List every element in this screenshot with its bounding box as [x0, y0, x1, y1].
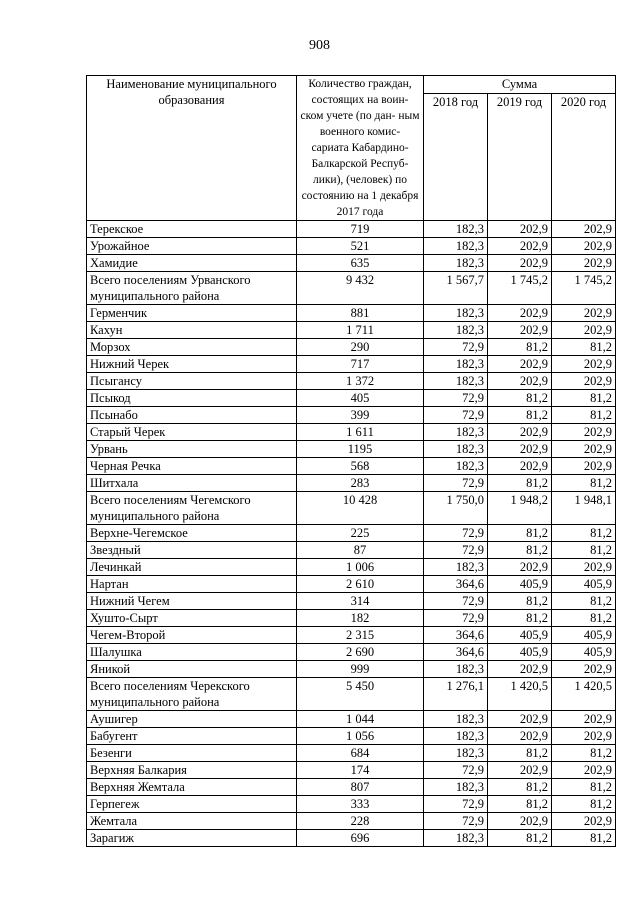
sum-2019-cell: 81,2	[488, 390, 552, 407]
sum-2019-cell: 202,9	[488, 711, 552, 728]
table-row	[87, 458, 616, 475]
sum-2018-cell: 182,3	[424, 356, 488, 373]
table-row	[87, 593, 616, 610]
page-number: 908	[309, 38, 330, 53]
registered-count-cell: 283	[297, 475, 424, 492]
municipality-cell: Верхняя Балкария	[87, 762, 297, 779]
column-header-municipality: Наименование муниципального образования	[87, 76, 297, 221]
sum-2018-cell: 182,3	[424, 559, 488, 576]
sum-2018-cell: 364,6	[424, 627, 488, 644]
sum-2019-cell: 202,9	[488, 728, 552, 745]
municipality-cell: Нартан	[87, 576, 297, 593]
sum-2020-cell: 81,2	[552, 542, 616, 559]
municipality-cell: Верхняя Жемтала	[87, 779, 297, 796]
sum-2020-cell: 81,2	[552, 339, 616, 356]
registered-count-cell: 10 428	[297, 492, 424, 525]
sum-2020-cell: 81,2	[552, 745, 616, 762]
municipality-cell: Чегем-Второй	[87, 627, 297, 644]
municipality-cell: Шитхала	[87, 475, 297, 492]
sum-2020-cell: 202,9	[552, 441, 616, 458]
municipality-cell: Нижний Чегем	[87, 593, 297, 610]
table-row	[87, 441, 616, 458]
registered-count-cell: 521	[297, 238, 424, 255]
municipality-cell: Шалушка	[87, 644, 297, 661]
registered-count-cell: 225	[297, 525, 424, 542]
municipality-cell: Всего поселениям Урванского муниципального района	[87, 272, 297, 305]
municipality-cell: Урвань	[87, 441, 297, 458]
sum-2019-cell: 202,9	[488, 322, 552, 339]
sum-2020-cell: 202,9	[552, 711, 616, 728]
table-body	[87, 221, 616, 847]
sum-2020-cell: 405,9	[552, 576, 616, 593]
column-header-sum: Сумма	[424, 76, 616, 94]
sum-2020-cell: 81,2	[552, 610, 616, 627]
registered-count-cell: 314	[297, 593, 424, 610]
registered-count-cell: 684	[297, 745, 424, 762]
municipality-cell: Псыкод	[87, 390, 297, 407]
sum-2019-cell: 81,2	[488, 542, 552, 559]
sum-2018-cell: 72,9	[424, 390, 488, 407]
registered-count-cell: 1 056	[297, 728, 424, 745]
sum-2018-cell: 364,6	[424, 644, 488, 661]
registered-count-cell: 568	[297, 458, 424, 475]
registered-count-cell: 5 450	[297, 678, 424, 711]
sum-2020-cell: 81,2	[552, 475, 616, 492]
column-header-2020: 2020 год	[552, 93, 616, 220]
municipality-cell: Всего поселениям Черекского муниципального района	[87, 678, 297, 711]
sum-2020-cell: 202,9	[552, 356, 616, 373]
sum-2020-cell: 202,9	[552, 373, 616, 390]
sum-2020-cell: 405,9	[552, 627, 616, 644]
registered-count-cell: 87	[297, 542, 424, 559]
registered-count-cell: 999	[297, 661, 424, 678]
registered-count-cell: 2 690	[297, 644, 424, 661]
sum-2019-cell: 1 948,2	[488, 492, 552, 525]
sum-2019-cell: 81,2	[488, 475, 552, 492]
municipality-cell: Хушто-Сырт	[87, 610, 297, 627]
table-row	[87, 339, 616, 356]
sum-2020-cell: 202,9	[552, 813, 616, 830]
municipality-cell: Морзох	[87, 339, 297, 356]
table-row	[87, 813, 616, 830]
sum-2019-cell: 81,2	[488, 745, 552, 762]
sum-2018-cell: 72,9	[424, 796, 488, 813]
sum-2018-cell: 72,9	[424, 542, 488, 559]
sum-2018-cell: 182,3	[424, 661, 488, 678]
sum-2019-cell: 202,9	[488, 424, 552, 441]
sum-2020-cell: 202,9	[552, 424, 616, 441]
municipality-cell: Нижний Черек	[87, 356, 297, 373]
sum-2020-cell: 202,9	[552, 559, 616, 576]
municipality-cell: Псынабо	[87, 407, 297, 424]
sum-2019-cell: 202,9	[488, 458, 552, 475]
sum-2018-cell: 182,3	[424, 424, 488, 441]
sum-2019-cell: 202,9	[488, 356, 552, 373]
table-row	[87, 356, 616, 373]
sum-2018-cell: 182,3	[424, 728, 488, 745]
registered-count-cell: 2 610	[297, 576, 424, 593]
municipality-cell: Жемтала	[87, 813, 297, 830]
table-row	[87, 238, 616, 255]
sum-2018-cell: 1 750,0	[424, 492, 488, 525]
table-row	[87, 796, 616, 813]
sum-2020-cell: 202,9	[552, 458, 616, 475]
column-header-2018: 2018 год	[424, 93, 488, 220]
sum-2019-cell: 202,9	[488, 255, 552, 272]
sum-2019-cell: 202,9	[488, 441, 552, 458]
municipality-cell: Аушигер	[87, 711, 297, 728]
table-row	[87, 779, 616, 796]
sum-2019-cell: 202,9	[488, 221, 552, 238]
sum-2018-cell: 72,9	[424, 610, 488, 627]
municipality-cell: Старый Черек	[87, 424, 297, 441]
sum-2019-cell: 202,9	[488, 813, 552, 830]
sum-2020-cell: 202,9	[552, 238, 616, 255]
sum-2019-cell: 202,9	[488, 762, 552, 779]
sum-2018-cell: 72,9	[424, 407, 488, 424]
municipality-cell: Лечинкай	[87, 559, 297, 576]
municipality-cell: Звездный	[87, 542, 297, 559]
column-header-registered-count: Количество граждан, состоящих на воин- ском учете (по дан- ным военного комис- сариата Кабардино- Балкарской Респуб- лики), (человек) по состоянию на 1 декабря 2017 года	[297, 76, 424, 221]
sum-2019-cell: 202,9	[488, 373, 552, 390]
registered-count-cell: 174	[297, 762, 424, 779]
table-row	[87, 373, 616, 390]
sum-2020-cell: 81,2	[552, 779, 616, 796]
table-row	[87, 492, 616, 525]
table-row	[87, 762, 616, 779]
allocation-table	[86, 75, 616, 847]
municipality-cell: Кахун	[87, 322, 297, 339]
table-row	[87, 678, 616, 711]
table-row	[87, 390, 616, 407]
municipality-cell: Терекское	[87, 221, 297, 238]
sum-2019-cell: 81,2	[488, 525, 552, 542]
sum-2019-cell: 81,2	[488, 796, 552, 813]
table-row	[87, 711, 616, 728]
registered-count-cell: 1 044	[297, 711, 424, 728]
sum-2020-cell: 202,9	[552, 322, 616, 339]
sum-2020-cell: 405,9	[552, 644, 616, 661]
table-row	[87, 255, 616, 272]
registered-count-cell: 719	[297, 221, 424, 238]
sum-2019-cell: 1 420,5	[488, 678, 552, 711]
sum-2018-cell: 182,3	[424, 255, 488, 272]
sum-2020-cell: 1 745,2	[552, 272, 616, 305]
table-row	[87, 576, 616, 593]
registered-count-cell: 1 611	[297, 424, 424, 441]
registered-count-cell: 635	[297, 255, 424, 272]
sum-2019-cell: 405,9	[488, 627, 552, 644]
table-row	[87, 728, 616, 745]
registered-count-cell: 333	[297, 796, 424, 813]
table-row	[87, 559, 616, 576]
registered-count-cell: 405	[297, 390, 424, 407]
sum-2020-cell: 81,2	[552, 407, 616, 424]
sum-2018-cell: 182,3	[424, 458, 488, 475]
sum-2018-cell: 182,3	[424, 373, 488, 390]
sum-2018-cell: 182,3	[424, 221, 488, 238]
sum-2019-cell: 81,2	[488, 339, 552, 356]
sum-2018-cell: 182,3	[424, 779, 488, 796]
table-row	[87, 475, 616, 492]
sum-2020-cell: 202,9	[552, 762, 616, 779]
registered-count-cell: 807	[297, 779, 424, 796]
sum-2018-cell: 182,3	[424, 711, 488, 728]
sum-2020-cell: 81,2	[552, 525, 616, 542]
table-row	[87, 272, 616, 305]
sum-2020-cell: 81,2	[552, 830, 616, 847]
registered-count-cell: 290	[297, 339, 424, 356]
sum-2019-cell: 81,2	[488, 830, 552, 847]
registered-count-cell: 9 432	[297, 272, 424, 305]
municipality-cell: Всего поселениям Чегемского муниципального района	[87, 492, 297, 525]
sum-2018-cell: 182,3	[424, 305, 488, 322]
registered-count-cell: 1 006	[297, 559, 424, 576]
municipality-cell: Черная Речка	[87, 458, 297, 475]
table-row	[87, 627, 616, 644]
municipality-cell: Урожайное	[87, 238, 297, 255]
registered-count-cell: 881	[297, 305, 424, 322]
table-row	[87, 745, 616, 762]
sum-2019-cell: 202,9	[488, 559, 552, 576]
sum-2018-cell: 182,3	[424, 745, 488, 762]
sum-2019-cell: 202,9	[488, 661, 552, 678]
sum-2019-cell: 405,9	[488, 576, 552, 593]
table-row	[87, 407, 616, 424]
sum-2018-cell: 182,3	[424, 830, 488, 847]
registered-count-cell: 696	[297, 830, 424, 847]
sum-2019-cell: 81,2	[488, 407, 552, 424]
sum-2020-cell: 202,9	[552, 728, 616, 745]
sum-2018-cell: 72,9	[424, 762, 488, 779]
sum-2020-cell: 202,9	[552, 221, 616, 238]
municipality-cell: Бабугент	[87, 728, 297, 745]
registered-count-cell: 399	[297, 407, 424, 424]
sum-2018-cell: 364,6	[424, 576, 488, 593]
sum-2018-cell: 1 276,1	[424, 678, 488, 711]
municipality-cell: Герменчик	[87, 305, 297, 322]
table-row	[87, 424, 616, 441]
table-row	[87, 322, 616, 339]
municipality-cell: Герпегеж	[87, 796, 297, 813]
registered-count-cell: 228	[297, 813, 424, 830]
table-row	[87, 661, 616, 678]
sum-2018-cell: 182,3	[424, 441, 488, 458]
sum-2019-cell: 81,2	[488, 610, 552, 627]
municipality-cell: Яникой	[87, 661, 297, 678]
table-header	[87, 76, 616, 221]
municipality-cell: Безенги	[87, 745, 297, 762]
registered-count-cell: 717	[297, 356, 424, 373]
sum-2019-cell: 405,9	[488, 644, 552, 661]
column-header-2019: 2019 год	[488, 93, 552, 220]
table-row	[87, 221, 616, 238]
sum-2020-cell: 202,9	[552, 305, 616, 322]
sum-2020-cell: 81,2	[552, 390, 616, 407]
sum-2019-cell: 202,9	[488, 238, 552, 255]
sum-2020-cell: 202,9	[552, 255, 616, 272]
table-row	[87, 305, 616, 322]
sum-2019-cell: 81,2	[488, 779, 552, 796]
registered-count-cell: 1 372	[297, 373, 424, 390]
municipality-cell: Псыгансу	[87, 373, 297, 390]
sum-2018-cell: 72,9	[424, 813, 488, 830]
sum-2020-cell: 1 420,5	[552, 678, 616, 711]
sum-2018-cell: 1 567,7	[424, 272, 488, 305]
sum-2020-cell: 1 948,1	[552, 492, 616, 525]
table-row	[87, 644, 616, 661]
sum-2018-cell: 72,9	[424, 475, 488, 492]
table-row	[87, 610, 616, 627]
table-row	[87, 542, 616, 559]
registered-count-cell: 182	[297, 610, 424, 627]
sum-2020-cell: 81,2	[552, 593, 616, 610]
sum-2018-cell: 182,3	[424, 238, 488, 255]
sum-2018-cell: 72,9	[424, 593, 488, 610]
sum-2019-cell: 81,2	[488, 593, 552, 610]
registered-count-cell: 1 711	[297, 322, 424, 339]
table-row	[87, 830, 616, 847]
sum-2019-cell: 1 745,2	[488, 272, 552, 305]
municipality-cell: Зарагиж	[87, 830, 297, 847]
sum-2018-cell: 72,9	[424, 525, 488, 542]
municipality-cell: Хамидие	[87, 255, 297, 272]
municipality-cell: Верхне-Чегемское	[87, 525, 297, 542]
sum-2019-cell: 202,9	[488, 305, 552, 322]
sum-2020-cell: 81,2	[552, 796, 616, 813]
registered-count-cell: 1195	[297, 441, 424, 458]
sum-2018-cell: 182,3	[424, 322, 488, 339]
registered-count-cell: 2 315	[297, 627, 424, 644]
sum-2018-cell: 72,9	[424, 339, 488, 356]
sum-2020-cell: 202,9	[552, 661, 616, 678]
table-row	[87, 525, 616, 542]
